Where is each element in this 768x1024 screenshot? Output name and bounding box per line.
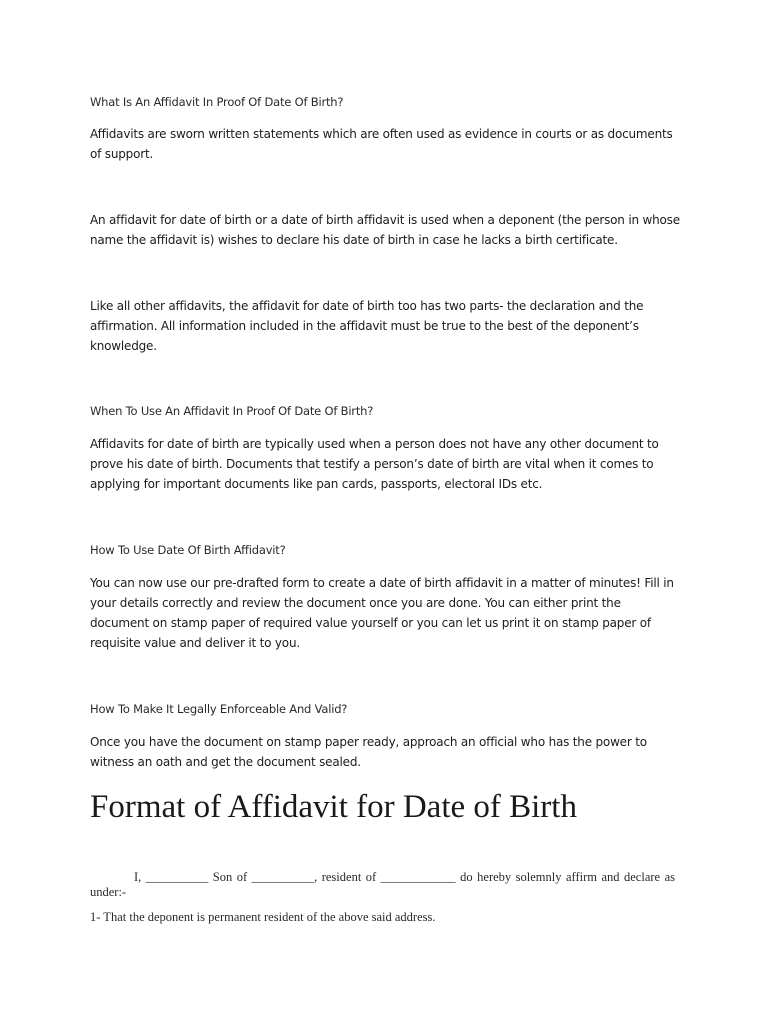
paragraph-what-definition: Affidavits are sworn written statements which are often used as evidence in courts or as documents of support. (90, 127, 673, 161)
section-heading-how-use: How To Use Date Of Birth Affidavit? (90, 543, 286, 557)
paragraph-legal: Once you have the document on stamp paper ready, approach an official who has the power to witness an oath and get the document sealed. (90, 735, 647, 769)
paragraph-what-purpose: An affidavit for date of birth or a date of birth affidavit is used when a deponent (the person in whose name the affidavit is) wishes to declare his date of birth in case he lacks a birth certificate. (90, 213, 680, 247)
section-heading-when: When To Use An Affidavit In Proof Of Date Of Birth? (90, 404, 374, 418)
declaration-text: I, __________ Son of __________, resident of ____________ do hereby solemnly affirm and declare as under:- (90, 870, 675, 899)
paragraph-what-parts: Like all other affidavits, the affidavit for date of birth too has two parts- the declaration and the affirmation. All information included in the affidavit must be true to the best of the deponent’s knowledge. (90, 299, 644, 353)
paragraph-when: Affidavits for date of birth are typically used when a person does not have any other document to prove his date of birth. Documents that testify a person’s date of birth are vital when it comes to applying for important documents like pan cards, passports, electoral IDs etc. (90, 437, 659, 491)
section-heading-legal: How To Make It Legally Enforceable And Valid? (90, 702, 348, 716)
format-title: Format of Affidavit for Date of Birth (90, 789, 577, 825)
section-heading-what: What Is An Affidavit In Proof Of Date Of Birth? (90, 95, 344, 109)
point-1: 1- That the deponent is permanent resident of the above said address. (90, 910, 436, 924)
paragraph-how-use: You can now use our pre-drafted form to create a date of birth affidavit in a matter of minutes! Fill in your details correctly and review the document once you are done. You can either print the document on stamp paper of required value yourself or you can let us print it on stamp paper of requisite value and deliver it to you. (90, 576, 674, 650)
